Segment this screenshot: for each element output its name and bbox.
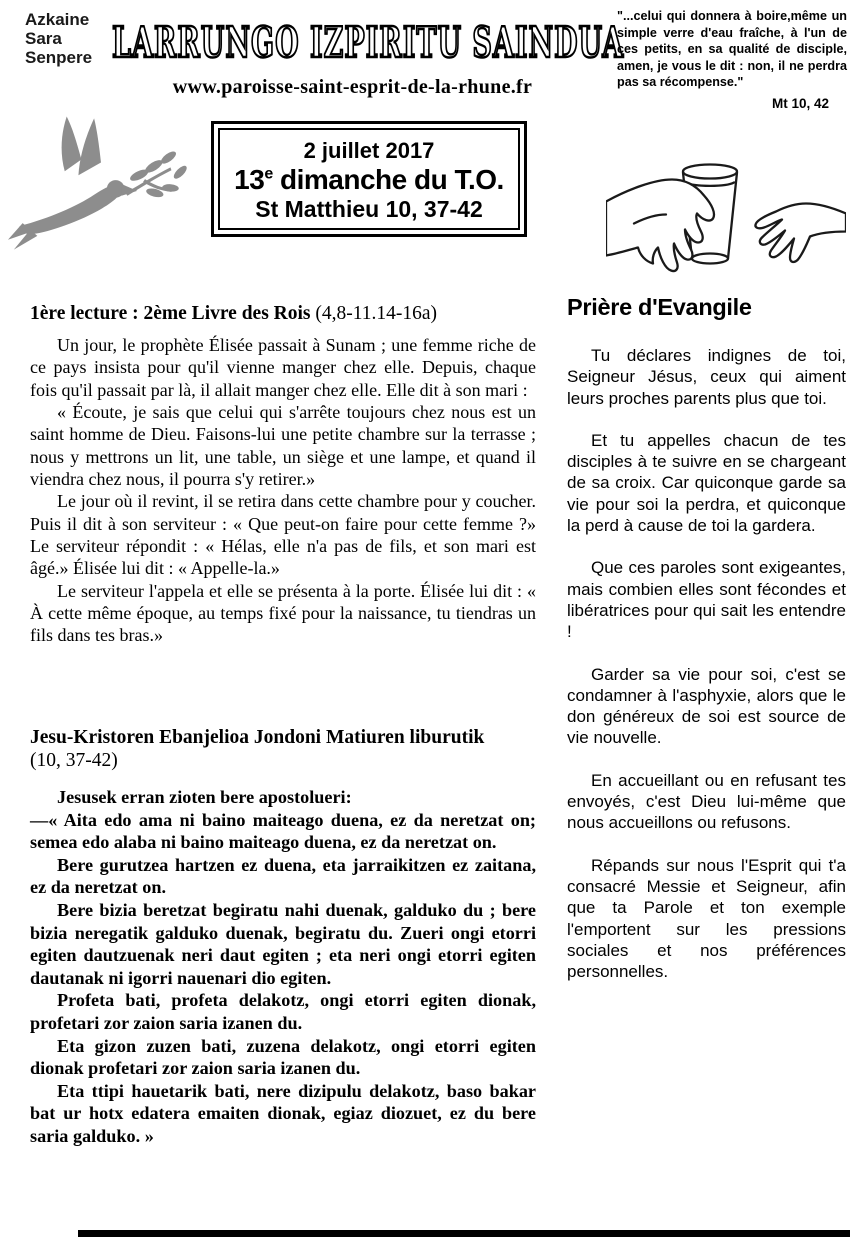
gospel-paragraph: Bere gurutzea hartzen ez duena, eta jarraikitzen ez zaitana, ez da neretzat on. <box>30 854 536 898</box>
gospel-quote-reference: Mt 10, 42 <box>771 96 829 111</box>
sunday-number: 13 <box>234 164 265 195</box>
prayer-paragraph: Que ces paroles sont exigeantes, mais combien elles sont fécondes et libératrices pour qui sait les entendre ! <box>567 558 846 642</box>
sunday-date-box <box>218 128 520 230</box>
basque-gospel-section <box>30 726 536 1148</box>
sunday-label: dimanche du T.O. <box>272 164 504 195</box>
scan-edge-artifact <box>78 1230 850 1237</box>
sunday-title-line <box>234 164 504 196</box>
gospel-paragraph: Eta gizon zuzen bati, zuzena delakotz, ongi etorri egiten dionak profetari zor zaion saria izanen du. <box>30 1035 536 1079</box>
first-reading-heading <box>30 303 536 325</box>
parish-website-url: www.paroisse-saint-esprit-de-la-rhune.fr <box>172 76 533 98</box>
gospel-paragraph: Profeta bati, profeta delakotz, ongi etorri egiten dionak, profetari zor zaion saria izanen du. <box>30 990 536 1033</box>
prayer-title: Prière d'Evangile <box>567 294 752 320</box>
gospel-paragraph: Bere bizia beretzat begiratu nahi duenak, galduko du ; bere bizia neregatik galduko duenak, begiratu du. Zueri ongi etorri egiten dautzuenak neri daut egiten ; eta neri ongi etorri egiten dautanak ni igorri nauenari dio egiten. <box>30 899 536 988</box>
prayer-paragraph: Garder sa vie pour soi, c'est se condamner à l'asphyxie, alors que le don généreux de soi est source de vie nouvelle. <box>567 664 846 748</box>
reading-paragraph: Le serviteur l'appela et elle se présenta à la porte. Élisée lui dit : « À cette même époque, au temps fixé pour la naissance, tu tiendras un fils dans tes bras.» <box>30 580 536 646</box>
location-sara: Sara <box>25 29 62 48</box>
sunday-ordinal-suffix: e <box>264 165 273 183</box>
prayer-paragraph: En accueillant ou en refusant tes envoyés, c'est Dieu lui-même que nous accueillons ou refusons. <box>567 770 846 833</box>
first-reading-section <box>30 303 536 647</box>
prayer-paragraph: Tu déclares indignes de toi, Seigneur Jésus, ceux qui aiment leurs proches parents plus que toi. <box>567 346 846 408</box>
dove-icon <box>6 110 192 258</box>
hands-glass-of-water-icon <box>606 150 846 288</box>
parish-locations <box>25 10 92 67</box>
gospel-reference-line: St Matthieu 10, 37-42 <box>255 196 483 222</box>
reading-paragraph: « Écoute, je sais que celui qui s'arrête toujours chez nous est un saint homme de Dieu. Faisons-lui une petite chambre sur la terrasse ; nous y mettrons un lit, une table, un siège et une lampe, et quand il viendra chez nous, il pourra s'y retirer.» <box>30 402 536 490</box>
masthead-title: LARRUNGO IZPIRITU SAINDUA <box>112 20 625 69</box>
prayer-paragraph: Répands sur nous l'Esprit qui t'a consacré Messie et Seigneur, afin que ta Parole et ton exemple l'emportent sur les pressions sociales et nos préférences personnelles. <box>567 855 846 982</box>
location-azkaine: Azkaine <box>25 10 90 29</box>
gospel-title: Jesu-Kristoren Ebanjelioa Jondoni Matiuren liburutik <box>30 727 485 748</box>
date-line: 2 juillet 2017 <box>303 138 435 163</box>
gospel-quote: "...celui qui donnera à boire,même un simple verre d'eau fraîche, à l'un de ces petits, en sa qualité de disciple, amen, je vous le dit : non, il ne perdra pas sa récompense." <box>617 9 847 90</box>
first-reading-reference: (4,8-11.14-16a) <box>310 303 438 324</box>
gospel-paragraph: —« Aita edo ama ni baino maiteago duena, ez da neretzat on; semea edo alaba ni baino maiteago duena, ez da neretzat on. <box>30 809 536 853</box>
prayer-paragraph: Et tu appelles chacun de tes disciples à te suivre en se chargeant de sa croix. Car quiconque garde sa vie pour soi la perdra, et quiconque la perd à cause de toi la gardera. <box>567 430 846 536</box>
gospel-paragraph: Jesusek erran zioten bere apostolueri: <box>57 787 352 807</box>
reading-paragraph: Le jour où il revint, il se retira dans cette chambre pour y coucher. Puis il dit à son serviteur : « Que peut-on faire pour cette femme ?» Le serviteur répondit : « Hélas, elle n'a pas de fils, et son mari est âgé.» Élisée lui dit : « Appelle-la.» <box>30 491 536 579</box>
gospel-reference: (10, 37-42) <box>30 750 118 771</box>
gospel-paragraph: Eta ttipi hauetarik bati, nere dizipulu delakotz, baso bakar bat ur hotx edatera emaiten dionak, egiaz diozuet, ez du bere saria galduko. » <box>30 1080 536 1146</box>
reading-paragraph: Un jour, le prophète Élisée passait à Sunam ; une femme riche de ce pays insista pour qu'il vienne manger chez elle. Depuis, chaque fois qu'il passait par là, il allait manger chez elle. Elle dit à son mari : <box>30 335 536 400</box>
prayer-section <box>567 294 846 1003</box>
gospel-heading <box>30 726 536 772</box>
location-senpere: Senpere <box>25 48 93 67</box>
first-reading-title: 1ère lecture : 2ème Livre des Rois <box>30 303 311 324</box>
